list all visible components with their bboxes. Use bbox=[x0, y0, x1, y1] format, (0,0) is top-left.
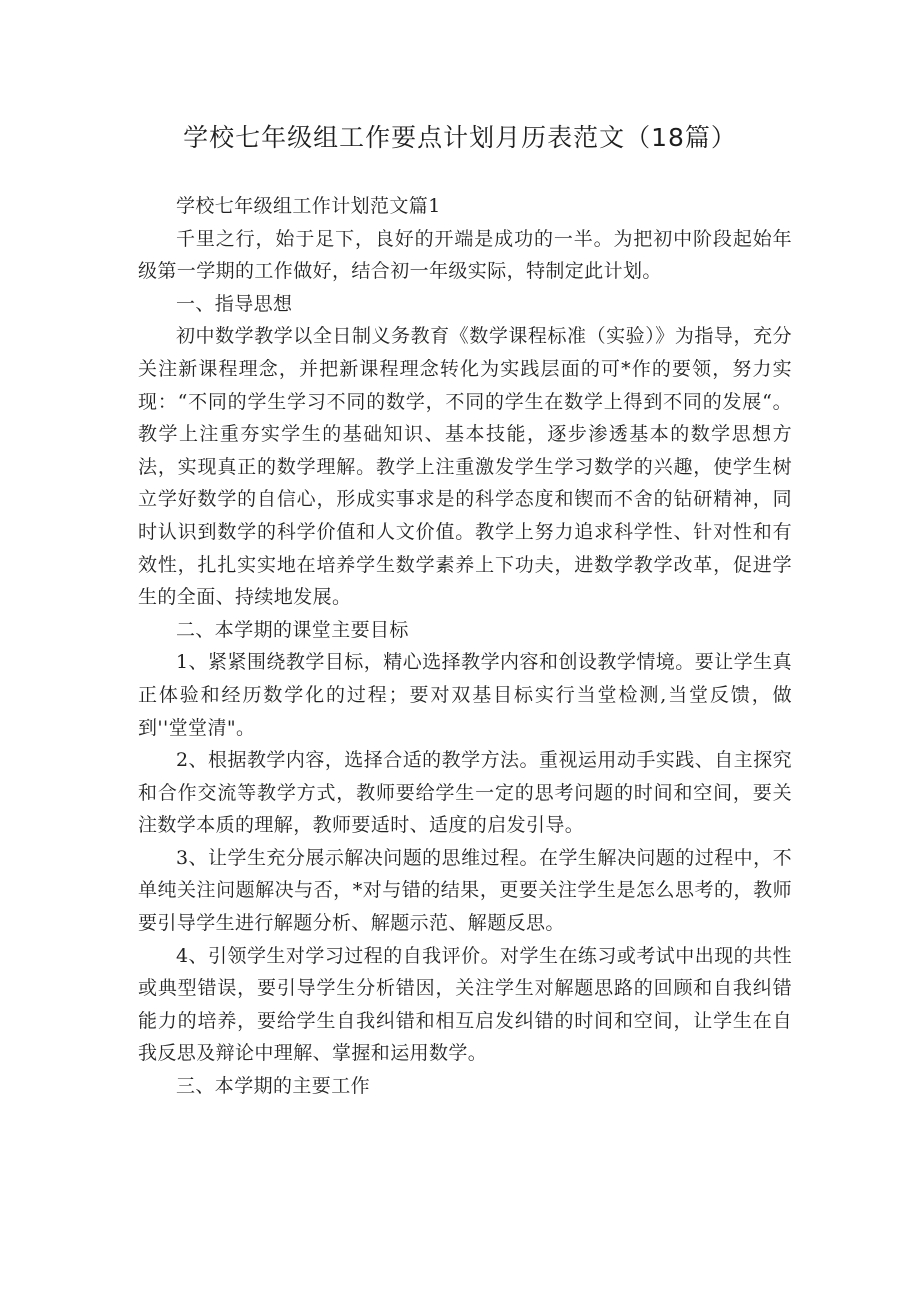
guiding-ideas-paragraph: 初中数学教学以全日制义务教育《数学课程标准（实验）》为指导，充分关注新课程理念，并把新课程理念转化为实践层面的可*作的要领，努力实现：“不同的学生学习不同的数学，不同的学生在数学上得到不同的发展“。教学上注重夯实学生的基础知识、基本技能，逐步渗透基本的数学思想方法，实现真正的数学理解。教学上注重激发学生学习数学的兴趣，使学生树立学好数学的自信心，形成实事求是的科学态度和锲而不舍的钻研精神，同时认识到数学的科学价值和人文价值。教学上努力追求科学性、针对性和有效性，扎扎实实地在培养学生数学素养上下功夫，进数学教学改革，促进学生的全面、持续地发展。 bbox=[138, 325, 792, 609]
goal-item-4: 4、引领学生对学习过程的自我评价。对学生在练习或考试中出现的共性或典型错误，要引导学生分析错因，关注学生对解题思路的回顾和自我纠错能力的培养，要给学生自我纠错和相互启发纠错的时间和空间，让学生在自我反思及辩论中理解、掌握和运用数学。 bbox=[138, 944, 792, 1065]
document-body bbox=[138, 190, 792, 1103]
document-title: 学校七年级组工作要点计划月历表范文（18篇） bbox=[183, 123, 737, 152]
goal-item-1: 1、紧紧围绕教学目标，精心选择教学内容和创设教学情境。要让学生真正体验和经历数学化的过程；要对双基目标实行当堂检测,当堂反馈，做到''堂堂清"。 bbox=[138, 651, 792, 739]
intro-paragraph: 千里之行，始于足下，良好的开端是成功的一半。为把初中阶段起始年级第一学期的工作做好，结合初一年级实际，特制定此计划。 bbox=[138, 227, 792, 283]
section-heading-main-work: 三、本学期的主要工作 bbox=[176, 1075, 371, 1098]
section-heading-classroom-goals: 二、本学期的课堂主要目标 bbox=[176, 618, 409, 641]
section-heading-article: 学校七年级组工作计划范文篇1 bbox=[176, 195, 441, 217]
section-heading-guiding-ideas: 一、指导思想 bbox=[176, 292, 293, 315]
goal-item-3: 3、让学生充分展示解决问题的思维过程。在学生解决问题的过程中，不单纯关注问题解决与否，*对与错的结果，更要关注学生是怎么思考的，教师要引导学生进行解题分析、解题示范、解题反思。 bbox=[138, 846, 792, 935]
goal-item-2: 2、根据教学内容，选择合适的教学方法。重视运用动手实践、自主探究和合作交流等教学方式，教师要给学生一定的思考问题的时间和空间，要关注数学本质的理解，教师要适时、适度的启发引导。 bbox=[138, 749, 792, 837]
